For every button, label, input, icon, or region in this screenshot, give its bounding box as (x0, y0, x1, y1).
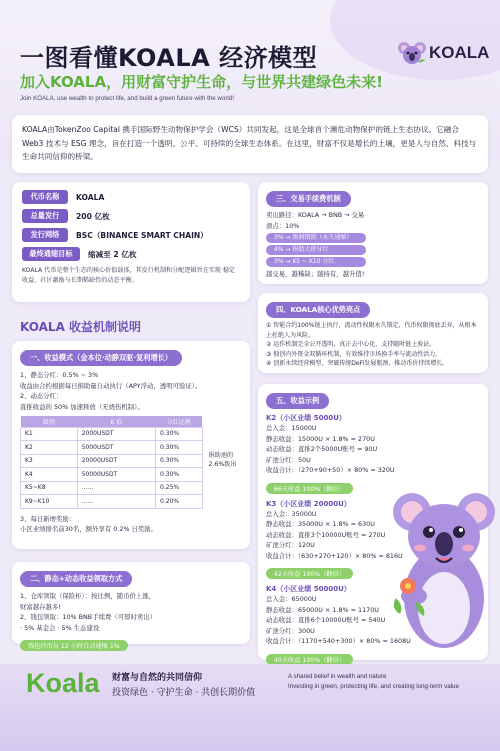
example-title: K4（小区业绩 50000U） (266, 585, 351, 593)
table-row (21, 495, 203, 509)
example-line: 动态收益：直推6个10000U账号 = 540U (266, 616, 386, 624)
example-line: 收益合计：（630+270+120）× 80% = 816U (266, 551, 403, 560)
info-value: BSC（BINANCE SMART CHAIN） (76, 230, 208, 240)
fee-card (258, 182, 488, 284)
earn-line: 1、静态分红：0.5% ~ 3% (20, 371, 99, 379)
advantages-list (266, 321, 480, 369)
token-info-row (22, 228, 240, 242)
fee-heading: 三、交易手续费机制 (266, 191, 351, 207)
example-line: 矿池分红：50U (266, 455, 311, 464)
koala-logo-icon (398, 40, 426, 66)
token-info-row (22, 247, 240, 261)
earn-line: 直推收益的 50% 加速释放（无烧伤机制）。 (20, 402, 144, 411)
withdraw-line: 2、钱包领取：10% BNB手续费（可即时卖出） (20, 613, 157, 621)
brand-logo (398, 40, 489, 66)
koala-mascot-icon (392, 478, 496, 656)
example-title: K3（小区业绩 20000U） (266, 499, 351, 508)
table-row (21, 481, 203, 495)
withdraw-line: 1、仓库领取（保险柜）：按比例，随币价上涨， (20, 592, 156, 600)
example-line: 静态收益：35000U × 1.8% = 630U (266, 520, 375, 528)
example-line: 收益合计：（270+90+50）× 80% = 320U (266, 466, 395, 474)
advantages-heading: 四、KOALA核心优势亮点 (266, 302, 370, 318)
intro-card (12, 115, 488, 173)
table-row (21, 454, 203, 468)
logo-text: KOALA (429, 43, 490, 62)
footer-slogan-cn: 财富与自然的共同信仰 (112, 673, 203, 683)
table-cell: 0.20% (156, 495, 202, 509)
example-line: 静态收益：65000U × 1.8% = 1170U (266, 605, 379, 614)
footer-slogan-en: A shared belief in wealth and nature (288, 673, 387, 680)
deflation-pill: 钱包持币每 12 小时自动通缩 1% (20, 640, 128, 651)
table-cell: 20000USDT (77, 454, 155, 468)
table-cell: …… (77, 495, 155, 509)
fee-slippage: 滑点：10% (266, 221, 300, 230)
subtitle-english: Join KOALA, use wealth to protect life, and build a green future with the world! (20, 95, 234, 102)
earn-footer (20, 514, 242, 535)
example-result-pill: 66天收益 100%（翻倍） (266, 483, 353, 494)
example-lines (266, 423, 480, 476)
examples-heading: 五、收益示例 (266, 393, 329, 409)
info-note: KOALA 代币是整个生态的核心价值载体，其发行机制和分配逻辑旨在实现 稳定收益、社区激励与长期稀缺性的动态平衡。 (22, 267, 236, 284)
example-line: 矿池分红：300U (266, 626, 315, 635)
fee-footer: 越交易，越稀缺；越持有，越升值! (266, 270, 365, 278)
info-label: 总量发行 (22, 209, 68, 223)
earn-text (20, 370, 242, 412)
withdraw-text (20, 591, 242, 633)
example-line: 动态收益：直推3个10000U账号 = 270U (266, 530, 386, 539)
dividend-table-wrap (20, 412, 242, 509)
earn-line: 2、动态分红： (20, 392, 63, 400)
advantages-card (258, 293, 488, 373)
footer-tagline-en: Investing in green, protecting life, and creating long-term value (288, 683, 459, 690)
withdraw-line: 财富越存越多! (20, 602, 61, 611)
example-result-pill: 40天收益 100%（翻倍） (266, 654, 353, 665)
info-value: KOALA (76, 192, 105, 202)
table-cell: K9~K10 (21, 495, 78, 509)
table-cell: 0.30% (156, 441, 202, 455)
table-row (21, 468, 203, 482)
fee-bar: 3% → K5 ~ K10 分红 (266, 257, 366, 267)
info-label: 最终通缩目标 (22, 247, 80, 261)
table-cell: K4 (21, 468, 78, 482)
table-header: 级别 (21, 416, 78, 427)
table-row (21, 441, 203, 455)
earn-mode-card (12, 341, 250, 549)
table-cell: 0.30% (156, 468, 202, 482)
table-cell: 0.25% (156, 481, 202, 495)
table-cell: 50000USDT (77, 468, 155, 482)
table-row (21, 427, 203, 441)
advantage-item: ① 智能合约100%链上执行，流动性权限永久锁定，代币权限彻底丢弃，从根本上杜绝人为风险。 (266, 322, 477, 339)
token-info-card (12, 182, 250, 302)
example-line: 总入金：35000U (266, 509, 317, 518)
earn-line: 3、每日新增奖励： (20, 514, 76, 523)
table-header: K 值 (77, 416, 155, 427)
example-title: K2（小区业绩 5000U） (266, 414, 346, 422)
example-line: 矿池分红：120U (266, 541, 315, 549)
section-title: KOALA 收益机制说明 (20, 320, 142, 334)
withdraw-line: · 5% 基金会 · 5% 生态建设 (20, 623, 100, 632)
token-info-row (22, 209, 240, 223)
table-cell: K1 (21, 427, 78, 441)
info-label: 发行网络 (22, 228, 68, 242)
table-cell: K5~K8 (21, 481, 78, 495)
earn-line: 收益由合约根据每日捐助量自动执行（APY浮动，透明可验证）。 (20, 381, 202, 390)
example-result-pill: 42天收益 100%（翻倍） (266, 568, 353, 579)
table-cell: K3 (21, 454, 78, 468)
table-cell: 5000USDT (77, 441, 155, 455)
example-line: 收益合计：（1170+540+300）× 80% = 1608U (266, 637, 411, 645)
info-value: 缩减至 2 亿枚 (88, 249, 137, 259)
advantage-item: ③ 独创内外资金双循环机制，有效维持市场换手率与流动性活力。 (266, 350, 442, 358)
dividend-table (20, 416, 203, 509)
table-cell: 0.30% (156, 454, 202, 468)
table-cell: 2000USDT (77, 427, 155, 441)
example-line: 静态收益：15000U × 1.8% = 270U (266, 434, 375, 443)
info-value: 200 亿枚 (76, 211, 110, 221)
info-label: 代币名称 (22, 190, 68, 204)
footer-tagline-cn: 投资绿色 · 守护生命 · 共创长期价值 (112, 688, 256, 698)
withdraw-heading: 二、静态+动态收益领取方式 (20, 571, 132, 587)
intro-text: KOALA由TokenZoo Capital 携手国际野生动物保护学会（WCS）共同发起，这是全球首个濒危动物保护的链上生态协议。它融合 Web3 技术与 ESG 理念，旨在打造一个透明、公平、可持续的全球生态体系。在这里，财富不仅是增长的土壤，更是人与自然、科技与生命共同信仰的桥梁。 (22, 125, 477, 161)
fee-bar: 3% → 黑洞销毁（永久通缩） (266, 233, 366, 243)
table-cell: …… (77, 481, 155, 495)
withdraw-card (12, 562, 250, 650)
example-line: 总入金：15000U (266, 424, 317, 432)
table-cell: K2 (21, 441, 78, 455)
earn-line: 小区业绩排名前30名，额外享有 0.2% 日奖励。 (20, 525, 158, 533)
subtitle: 加入KOALA，用财富守护生命，与世界共建绿色未来! (20, 73, 383, 91)
advantage-item: ④ 创新永续经营模型，突破传统DeFi发展瓶颈，推动币价持续增长。 (266, 360, 449, 367)
footer-brand: Koala (26, 668, 100, 698)
table-header: 分红比例 (156, 416, 202, 427)
fee-path: 卖出路径：KOALA → BNB → 交易 (266, 211, 365, 219)
advantage-item: ② 运作机制完全公开透明，真正去中心化，支持随时链上验证。 (266, 341, 436, 348)
table-cell: 0.30% (156, 427, 202, 441)
fee-bar: 4% → 捐助大使分红 (266, 245, 366, 255)
example-line: 动态收益：直推2个5000U账号 = 90U (266, 445, 378, 453)
earn-mode-heading: 一、收益模式（金本位·动静双驱·复利增长） (20, 350, 182, 366)
table-side-note: 捐助池的 2.6%拨出 (208, 452, 237, 469)
page-title: 一图看懂KOALA 经济模型 (20, 44, 318, 72)
example-line: 总入金：65000U (266, 595, 317, 603)
token-info-row (22, 190, 240, 204)
